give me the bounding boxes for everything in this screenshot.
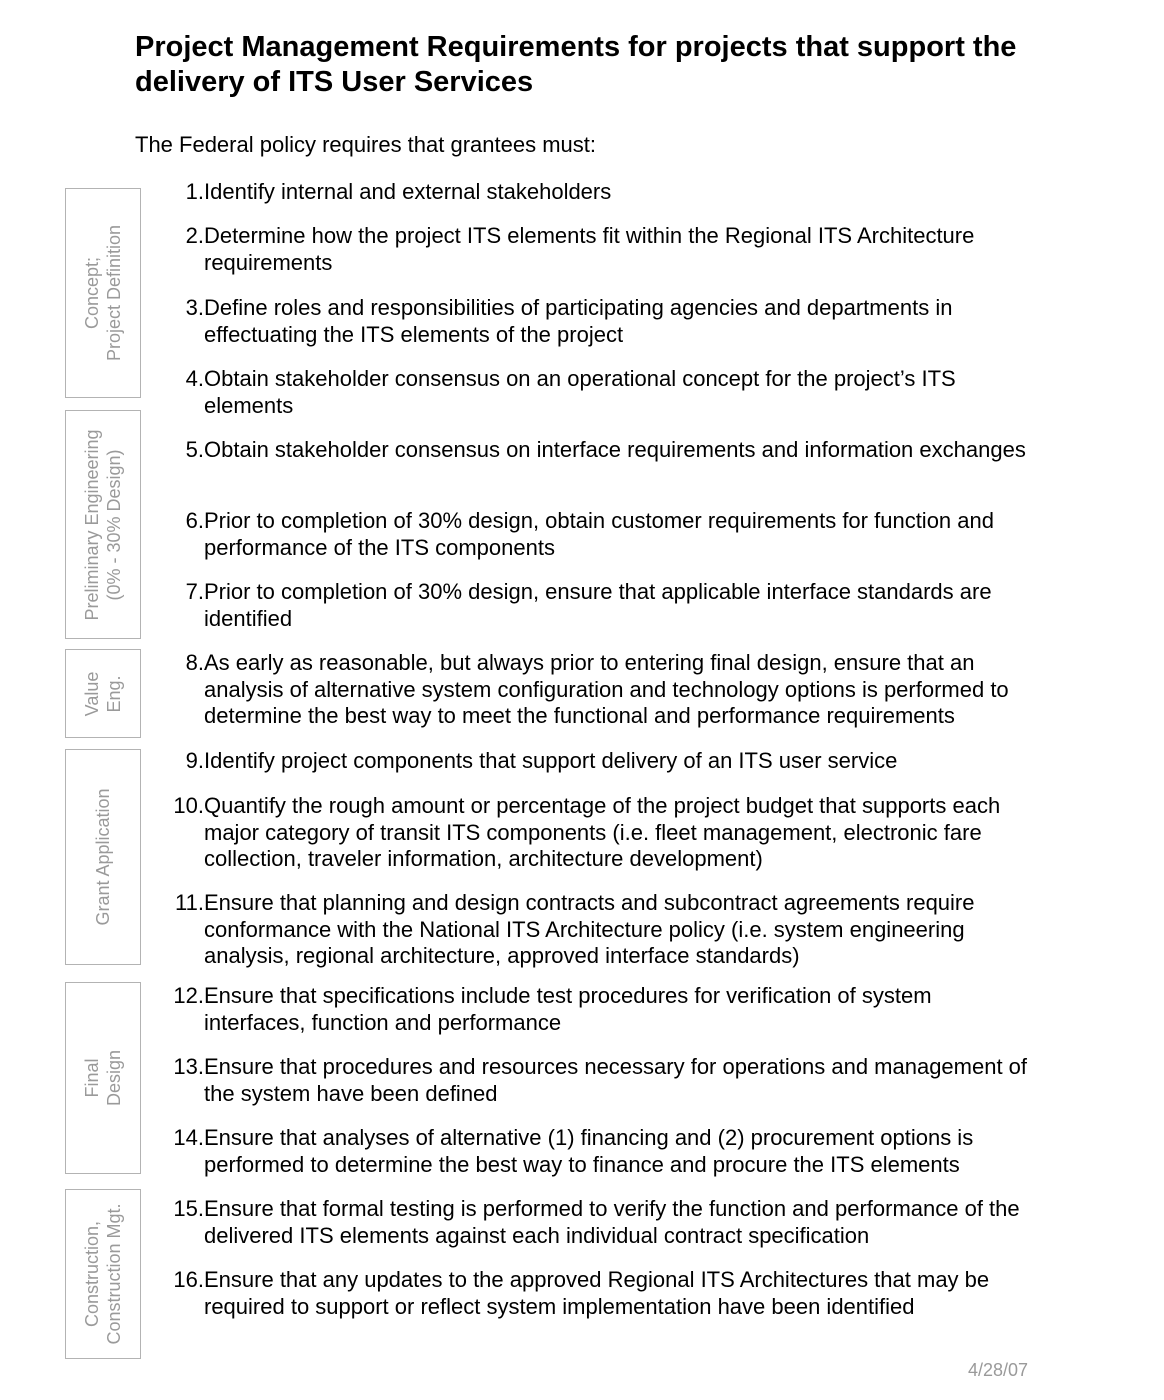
item-text: Quantify the rough amount or percentage of the project budget that supports each major category of transit ITS components (i.e. fleet management, electronic fare collection, traveler information, architecture development) <box>204 793 1001 871</box>
item-text: Prior to completion of 30% design, obtain customer requirements for function and performance of the ITS components <box>204 508 994 560</box>
item-text: Ensure that analyses of alternative (1) financing and (2) procurement options is performed to determine the best way to finance and procure the ITS elements <box>204 1125 974 1177</box>
phase-label: Value Eng. <box>82 671 124 716</box>
item-text: Prior to completion of 30% design, ensure that applicable interface standards are identified <box>204 579 992 631</box>
item-number: 1. <box>185 179 204 204</box>
item-text: Obtain stakeholder consensus on interface requirements and information exchanges <box>204 437 1026 462</box>
footer-date: 4/28/07 <box>967 1360 1028 1380</box>
item-number: 14. <box>173 1125 204 1150</box>
item-number: 13. <box>173 1054 204 1079</box>
item-text: As early as reasonable, but always prior to entering final design, ensure that an analysis of alternative system configuration and technology options is performed to determine the best way to meet the functional and performance requirements <box>204 650 1009 728</box>
page-title: Project Management Requirements for projects that support the delivery of ITS User Services <box>135 31 1017 98</box>
item-text: Ensure that planning and design contracts and subcontract agreements require conformance with the National ITS Architecture policy (i.e. system engineering analysis, regional architecture, approved interface standards) <box>204 890 975 968</box>
item-number: 3. <box>185 295 204 320</box>
phase-label: Final Design <box>82 1049 124 1107</box>
item-number: 11. <box>175 890 204 915</box>
item-number: 12. <box>173 983 204 1008</box>
item-number: 6. <box>185 508 204 533</box>
item-text: Identify project components that support delivery of an ITS user service <box>204 748 898 773</box>
item-text: Identify internal and external stakeholders <box>204 179 612 204</box>
item-text: Define roles and responsibilities of participating agencies and departments in effectuating the ITS elements of the project <box>204 295 953 347</box>
phase-concept <box>65 188 141 398</box>
item-text: Obtain stakeholder consensus on an operational concept for the project’s ITS elements <box>204 366 956 418</box>
phase-label: Preliminary Engineering (0% - 30% Design) <box>82 428 124 621</box>
item-text: Determine how the project ITS elements fit within the Regional ITS Architecture requirements <box>204 223 975 275</box>
item-number: 7. <box>185 579 204 604</box>
item-number: 16. <box>173 1267 204 1292</box>
item-number: 4. <box>185 366 204 391</box>
item-number: 9. <box>185 748 204 773</box>
item-number: 2. <box>185 223 204 248</box>
phase-final-design <box>65 982 141 1174</box>
phase-construction <box>65 1189 141 1359</box>
phase-value-engineering <box>65 649 141 738</box>
phase-preliminary-engineering <box>65 410 141 639</box>
item-text: Ensure that procedures and resources necessary for operations and management of the system have been defined <box>204 1054 1028 1106</box>
item-text: Ensure that specifications include test procedures for verification of system interfaces, function and performance <box>204 983 932 1035</box>
item-number: 10. <box>173 793 204 818</box>
phase-label: Construction, Construction Mgt. <box>82 1203 124 1345</box>
phase-grant-application <box>65 749 141 965</box>
item-text: Ensure that formal testing is performed to verify the function and performance of the delivered ITS elements against each individual contract specification <box>204 1196 1020 1248</box>
phase-label: Grant Application <box>93 788 113 926</box>
item-text: Ensure that any updates to the approved Regional ITS Architectures that may be required to support or reflect system implementation have been identified <box>204 1267 990 1319</box>
item-number: 8. <box>185 650 204 675</box>
intro-text: The Federal policy requires that grantees must: <box>135 132 597 157</box>
item-number: 15. <box>173 1196 204 1221</box>
item-number: 5. <box>185 437 204 462</box>
phase-label: Concept; Project Definition <box>82 224 124 362</box>
